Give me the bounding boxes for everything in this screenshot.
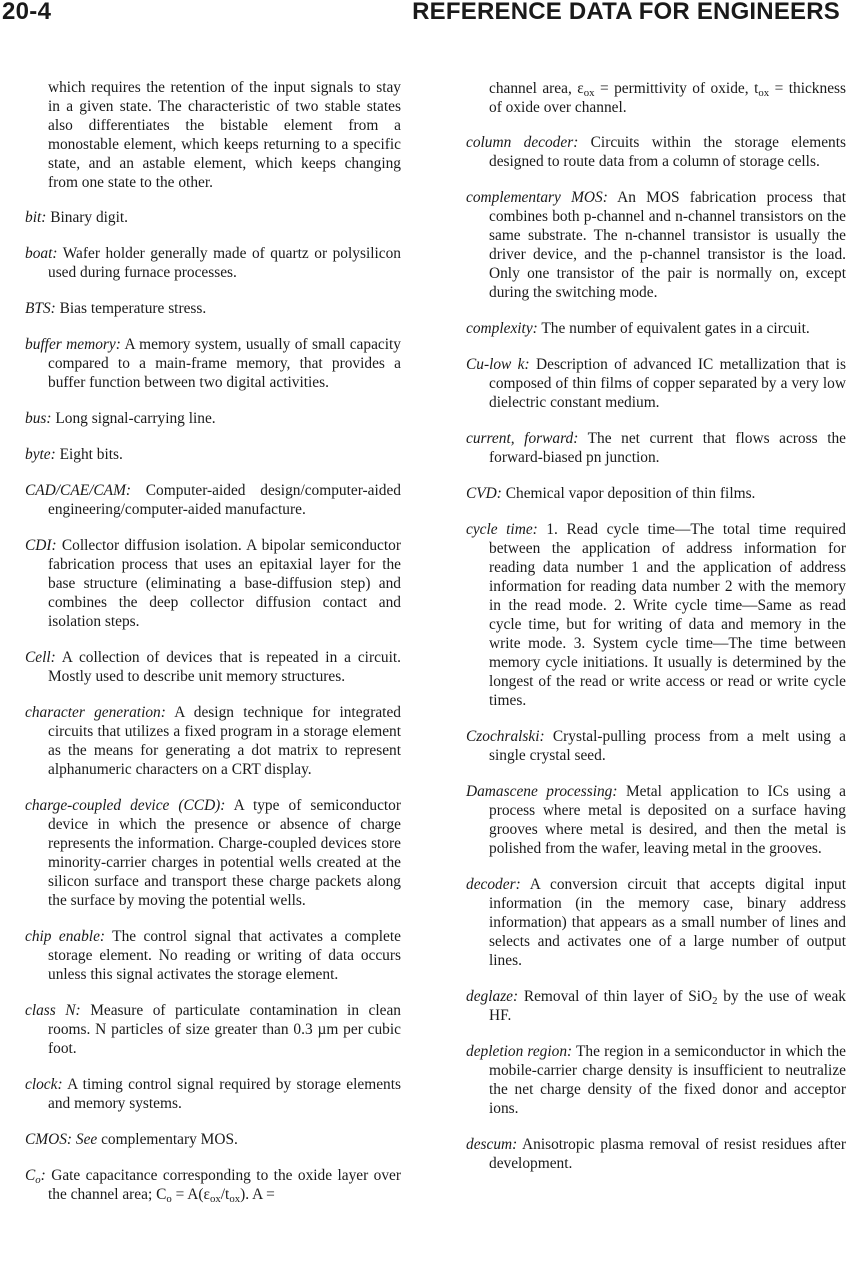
glossary-term: Cu-low k:: [466, 356, 530, 373]
glossary-entry: [25, 536, 401, 631]
glossary-term: byte:: [25, 446, 56, 463]
glossary-term: BTS:: [25, 300, 56, 317]
glossary-definition: Collector diffusion isolation. A bipolar semiconductor fabrication process that uses an epitaxial layer for the base structure (eliminating a base-diffusion step) and combines the deep collector diffusion contact and isolation steps.: [48, 537, 401, 630]
glossary-entry: [466, 1135, 846, 1173]
glossary-term: class N:: [25, 1002, 81, 1019]
glossary-entry: [466, 727, 846, 765]
glossary-definition: Circuits within the storage elements designed to route data from a column of storage cells.: [489, 134, 846, 170]
glossary-term: deglaze:: [466, 988, 519, 1005]
glossary-definition: A conversion circuit that accepts digital input information (in the memory case, binary address information) that appears as a small number of lines and selects and activates one of a large number of output lines.: [489, 876, 846, 969]
glossary-term: buffer memory:: [25, 336, 121, 353]
glossary-entry: [25, 1001, 401, 1058]
glossary-term: depletion region:: [466, 1043, 573, 1060]
glossary-definition: A memory system, usually of small capacity compared to a main-frame memory, that provides a buffer function between two digital activities.: [48, 336, 401, 391]
page-number: 20-4: [2, 0, 52, 25]
glossary-entry: [466, 520, 846, 710]
glossary-term: cycle time:: [466, 521, 538, 538]
running-title: REFERENCE DATA FOR ENGINEERS: [412, 0, 840, 25]
glossary-term: CDI:: [25, 537, 57, 554]
glossary-definition: A collection of devices that is repeated in a circuit. Mostly used to describe unit memory structures.: [48, 649, 401, 685]
glossary-entry: [466, 429, 846, 467]
glossary-entry: [25, 335, 401, 392]
glossary-definition: Description of advanced IC metallization that is composed of thin films of copper separated by a very low dielectric constant medium.: [489, 356, 846, 411]
glossary-definition: Computer-aided design/computer-aided engineering/computer-aided manufacture.: [48, 482, 401, 518]
glossary-definition: A type of semiconductor device in which the presence or absence of charge represents the information. Charge-coupled devices store minority-carrier charges in potential wells created at the silicon surface and transport these charge packets along the surface by moving the potential wells.: [48, 797, 401, 909]
glossary-entry: [466, 875, 846, 970]
glossary-term: chip enable:: [25, 928, 106, 945]
glossary-term: current, forward:: [466, 430, 579, 447]
glossary-entry: [25, 1166, 401, 1204]
glossary-entry: [466, 1042, 846, 1118]
glossary-term: boat:: [25, 245, 58, 262]
glossary-term: CMOS:: [25, 1131, 73, 1148]
glossary-definition: The region in a semiconductor in which the mobile-carrier charge density is insufficient to neutralize the net charge density of the fixed donor and acceptor ions.: [489, 1043, 846, 1117]
glossary-entry: [25, 648, 401, 686]
glossary-entry: [466, 987, 846, 1025]
continued-paragraph: channel area, $\varepsilon_{ox}$ = permittivity of oxide, $t_{ox}$ = thickness of oxide over channel.: [489, 80, 846, 116]
glossary-term: bus:: [25, 410, 52, 427]
glossary-term: column decoder:: [466, 134, 579, 151]
glossary-definition: 1. Read cycle time—The total time required between the application of address information for reading data number 1 and the application of address information for reading data number 2 with the memory in the read mode. 2. Write cycle time—Same as read cycle time, but for writing of data and memory in the write mode. 3. System cycle time—The time between memory cycle initiations. It usually is determined by the longest of the read or write access or read or write cycle times.: [489, 521, 846, 709]
glossary-entry: [466, 484, 846, 503]
glossary-definition: Gate capacitance corresponding to the oxide layer over the channel area; $C_o = A(\varepsilon_{ox}/t_{ox})$. A =: [45, 1167, 401, 1205]
glossary-entry: [25, 927, 401, 984]
glossary-entry: [25, 208, 401, 227]
continued-paragraph: which requires the retention of the input signals to stay in a given state. The characteristic of two stable states also differentiates the bistable element from a monostable element, which keeps returning to a specific state, and an astable element, which keeps changing from one state to the other.: [48, 79, 401, 191]
glossary-entry: [25, 299, 401, 318]
glossary-entry: [466, 188, 846, 302]
glossary-list-left: [25, 208, 401, 1204]
glossary-definition: Long signal-carrying line.: [51, 410, 216, 427]
glossary-definition: The control signal that activates a complete storage element. No reading or writing of data occurs unless this signal activates the storage element.: [48, 928, 401, 983]
glossary-term: clock:: [25, 1076, 63, 1093]
glossary-entry: [466, 782, 846, 858]
glossary-term: descum:: [466, 1136, 518, 1153]
glossary-definition: Binary digit.: [46, 209, 129, 226]
glossary-term: CVD:: [466, 485, 502, 502]
glossary-term: character generation:: [25, 704, 166, 721]
glossary-entry: [466, 319, 846, 338]
glossary-definition: A timing control signal required by storage elements and memory systems.: [48, 1076, 401, 1112]
glossary-definition: The net current that flows across the forward-biased pn junction.: [489, 430, 846, 466]
glossary-term: Czochralski:: [466, 728, 545, 745]
glossary-entry: [466, 355, 846, 412]
glossary-definition: Metal application to ICs using a process where metal is deposited on a surface having grooves where metal is desired, and then the metal is polished from the wafer, leaving metal in the grooves.: [489, 783, 846, 857]
glossary-term: Cell:: [25, 649, 56, 666]
glossary-entry: [25, 409, 401, 428]
glossary-entry: [25, 244, 401, 282]
glossary-definition: Wafer holder generally made of quartz or polysilicon used during furnace processes.: [48, 245, 401, 281]
glossary-entry: [25, 1075, 401, 1113]
glossary-term: complexity:: [466, 320, 538, 337]
glossary-definition: Eight bits.: [55, 446, 123, 463]
glossary-term: Damascene processing:: [466, 783, 618, 800]
glossary-term: complementary MOS:: [466, 189, 608, 206]
glossary-entry: [25, 445, 401, 464]
glossary-definition: The number of equivalent gates in a circuit.: [537, 320, 810, 337]
glossary-term: charge-coupled device (CCD):: [25, 797, 226, 814]
glossary-definition: Removal of thin layer of SiO$_2$ by the use of weak HF.: [489, 988, 846, 1024]
glossary-entry: [25, 481, 401, 519]
glossary-definition: Bias temperature stress.: [55, 300, 207, 317]
glossary-term: decoder:: [466, 876, 521, 893]
glossary-definition: Anisotropic plasma removal of resist residues after development.: [489, 1136, 846, 1172]
glossary-entry: [25, 703, 401, 779]
glossary-term: CAD/CAE/CAM:: [25, 482, 132, 499]
glossary-definition: An MOS fabrication process that combines both p-channel and n-channel transistors on the same substrate. The n-channel transistor is usually the driver device, and the p-channel transistor is the load. Only one transistor of the pair is normally on, except during the switching mode.: [489, 189, 846, 301]
glossary-definition: complementary MOS.: [97, 1131, 238, 1148]
glossary-list-right: [466, 133, 846, 1173]
see-reference: See: [75, 1131, 98, 1148]
glossary-definition: Measure of particulate contamination in clean rooms. N particles of size greater than 0.3 µm per cubic foot.: [48, 1002, 401, 1057]
glossary-entry: [25, 796, 401, 910]
glossary-term: bit:: [25, 209, 47, 226]
glossary-definition: Crystal-pulling process from a melt using a single crystal seed.: [489, 728, 846, 764]
glossary-definition: Chemical vapor deposition of thin films.: [501, 485, 756, 502]
glossary-entry: [466, 133, 846, 171]
glossary-definition: A design technique for integrated circuits that utilizes a fixed program in a storage element as the means for generating a dot matrix to represent alphanumeric characters on a CRT display.: [48, 704, 401, 778]
glossary-term: $C_o$:: [25, 1167, 46, 1186]
left-column: [25, 78, 401, 1221]
right-column: [466, 79, 846, 1190]
glossary-entry: [25, 1130, 401, 1149]
page-header: [0, 0, 846, 34]
